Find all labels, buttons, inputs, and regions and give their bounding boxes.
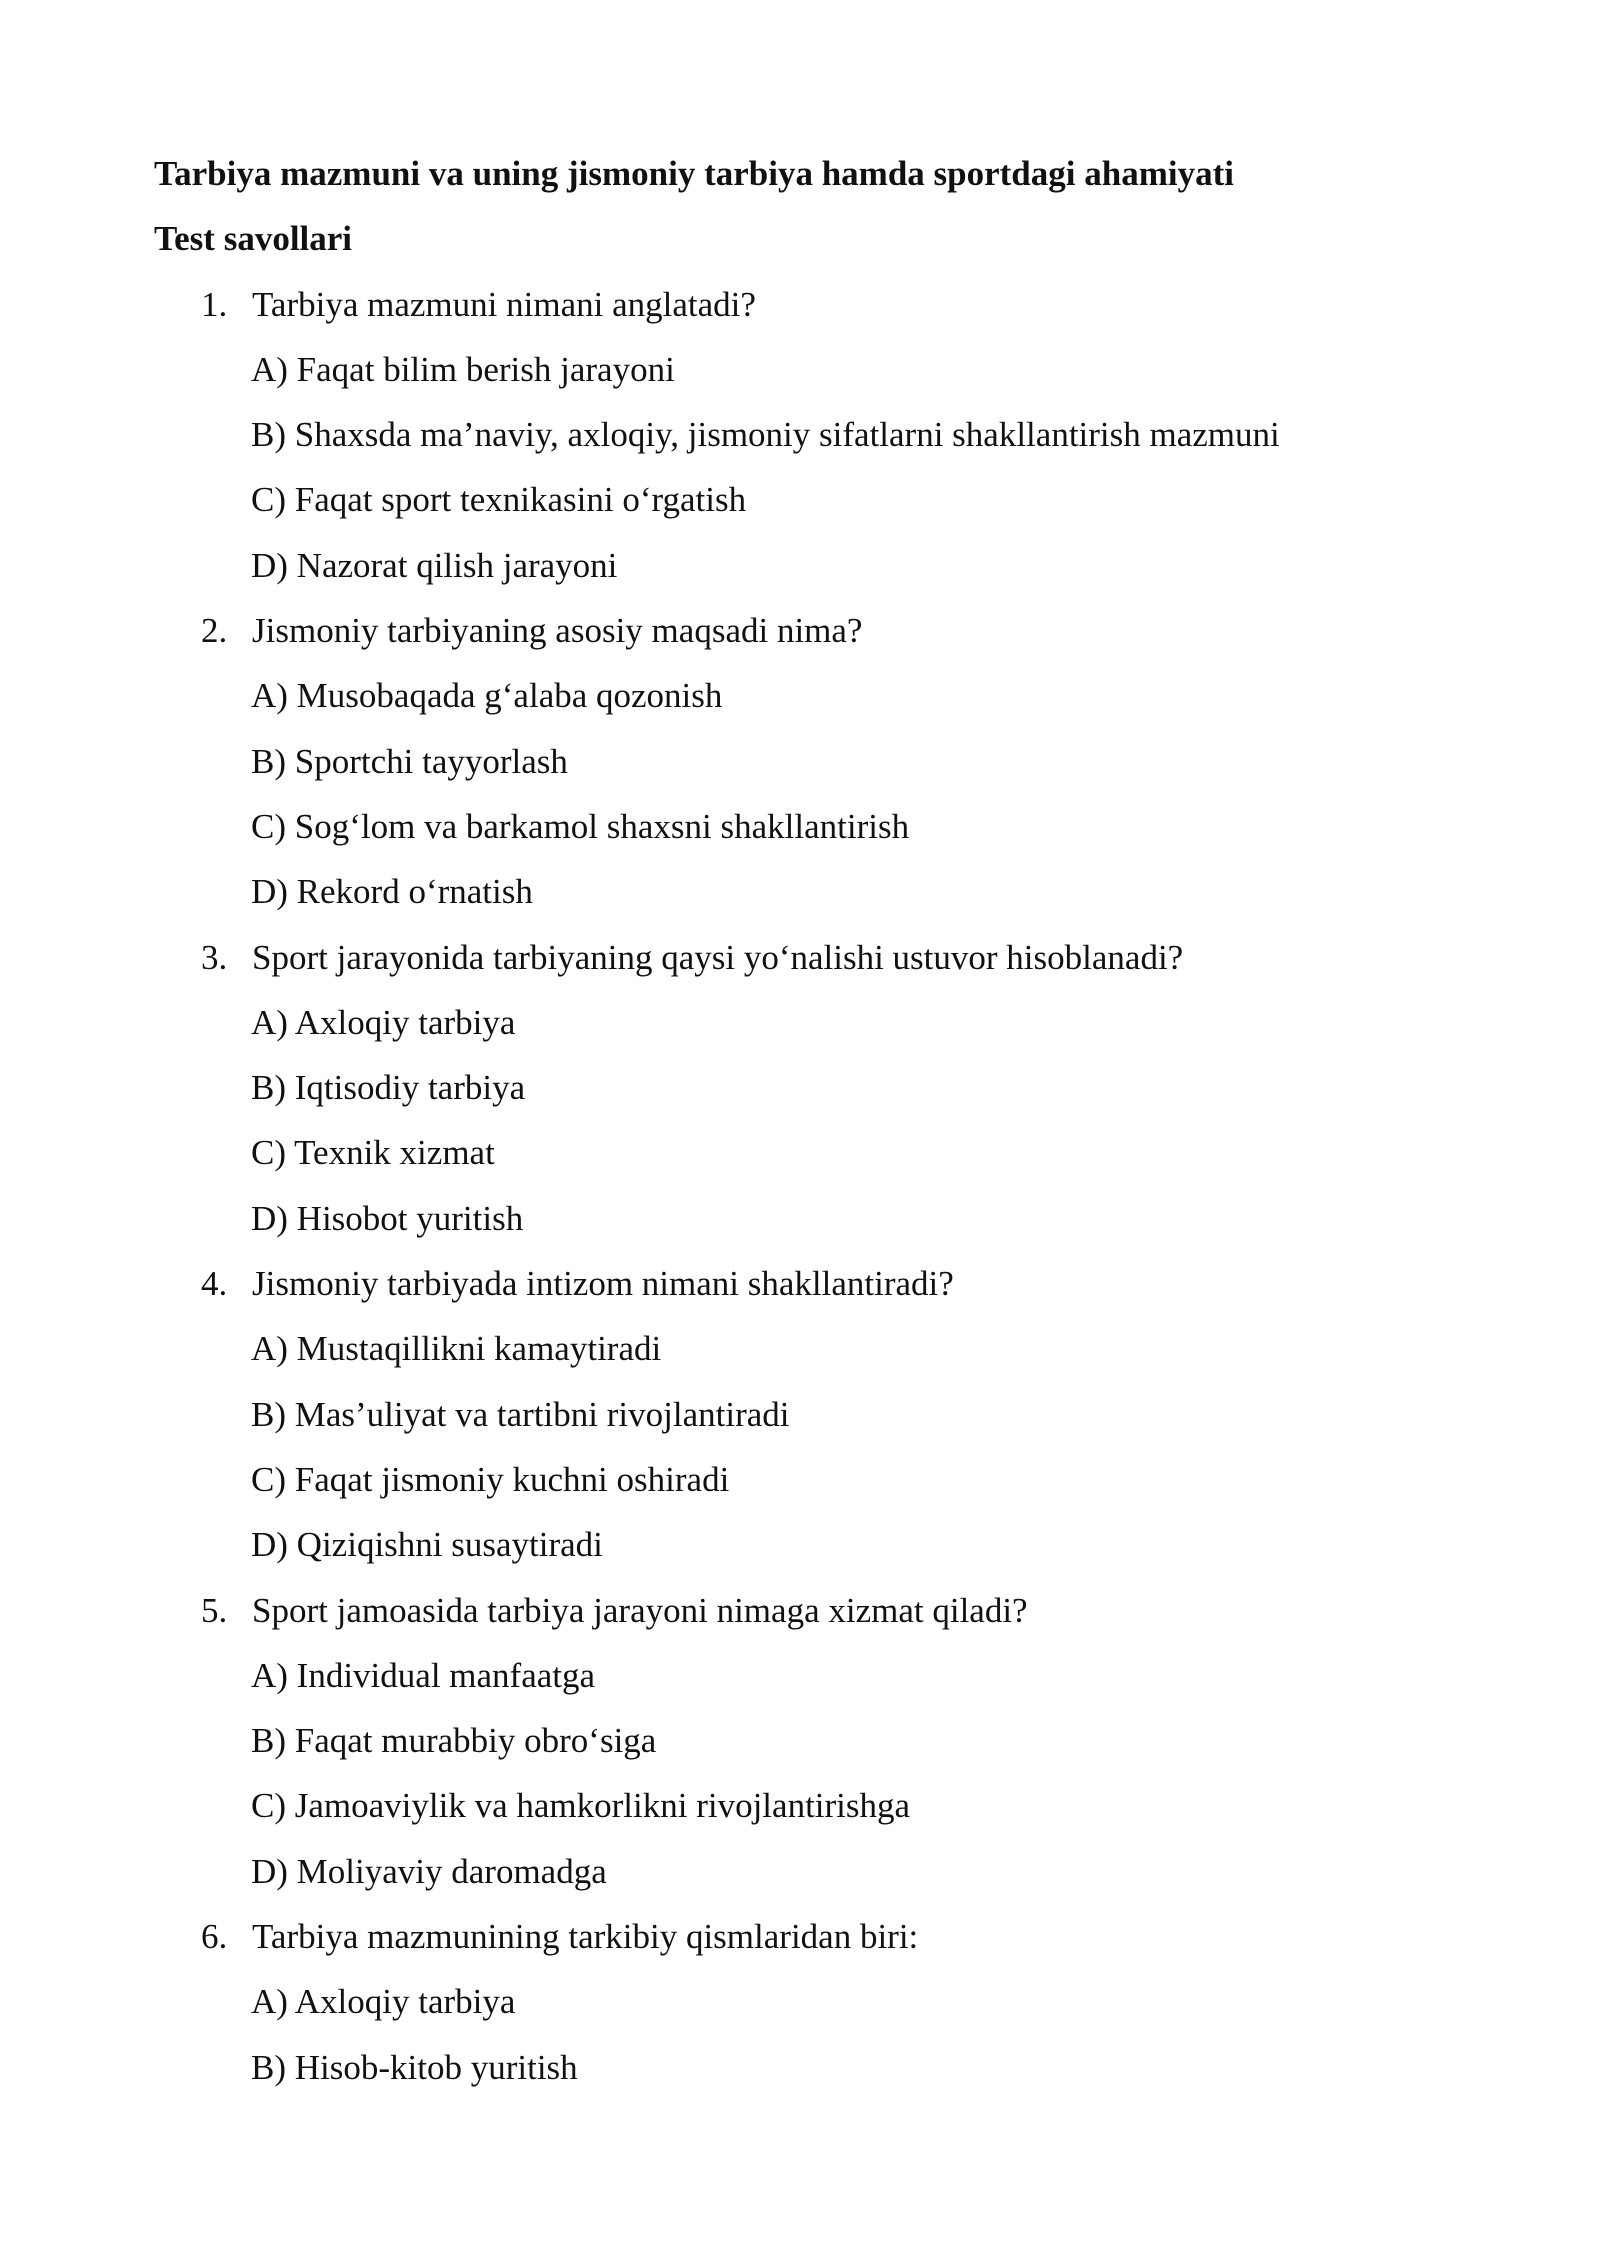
answer-option: B) Mas’uliyat va tartibni rivojlantiradi [251, 1394, 790, 1434]
question-list [154, 279, 1454, 2107]
question-number: 4. [201, 1264, 228, 1304]
question-number: 6. [201, 1917, 228, 1957]
answer-option: A) Mustaqillikni kamaytiradi [251, 1329, 662, 1369]
answer-option: A) Faqat bilim berish jarayoni [251, 349, 675, 389]
answer-option: D) Hisobot yuritish [251, 1198, 524, 1238]
question-number: 2. [201, 611, 228, 651]
question-number: 3. [201, 937, 228, 977]
question-number-wrap [154, 932, 252, 997]
answer-option: D) Qiziqishni susaytiradi [251, 1525, 603, 1565]
question-number-wrap [154, 1258, 252, 1323]
document-content [154, 148, 1454, 2107]
answer-option: D) Rekord o‘rnatish [251, 872, 533, 912]
answer-option: C) Texnik xizmat [251, 1133, 495, 1173]
answer-option: A) Musobaqada g‘alaba qozonish [251, 676, 723, 716]
question-number-wrap [154, 1585, 252, 1650]
answer-option: B) Shaxsda ma’naviy, axloqiy, jismoniy sifatlarni shakllantirish mazmuni [251, 415, 1280, 455]
answer-option: A) Axloqiy tarbiya [251, 1982, 516, 2022]
question-text: Tarbiya mazmunining tarkibiy qismlaridan biri: [252, 1917, 919, 1957]
question-text: Sport jamoasida tarbiya jarayoni nimaga xizmat qiladi? [252, 1590, 1028, 1630]
question-5 [154, 1585, 1454, 1650]
answer-option: D) Moliyaviy daromadga [251, 1851, 607, 1891]
answer-option: C) Sog‘lom va barkamol shaxsni shakllantirish [251, 806, 910, 846]
question-number-wrap [154, 1911, 252, 1976]
document-title: Tarbiya mazmuni va uning jismoniy tarbiya hamda sportdagi ahamiyati [154, 154, 1234, 193]
question-2 [154, 605, 1454, 670]
question-text: Jismoniy tarbiyaning asosiy maqsadi nima? [252, 611, 863, 651]
question-6 [154, 1911, 1454, 1976]
question-text: Tarbiya mazmuni nimani anglatadi? [252, 284, 756, 324]
question-text: Sport jarayonida tarbiyaning qaysi yo‘nalishi ustuvor hisoblanadi? [252, 937, 1184, 977]
answer-option: A) Axloqiy tarbiya [251, 1002, 516, 1042]
answer-option: C) Jamoaviylik va hamkorlikni rivojlantirishga [251, 1786, 911, 1826]
answer-option: B) Sportchi tayyorlash [251, 741, 568, 781]
answer-option: C) Faqat jismoniy kuchni oshiradi [251, 1459, 730, 1499]
question-number: 1. [201, 284, 228, 324]
question-4 [154, 1258, 1454, 1323]
answer-option: C) Faqat sport texnikasini o‘rgatish [251, 480, 747, 520]
question-1 [154, 279, 1454, 344]
answer-option: B) Iqtisodiy tarbiya [251, 1068, 526, 1108]
document-subtitle: Test savollari [154, 219, 353, 259]
question-number-wrap [154, 279, 252, 344]
answer-option: D) Nazorat qilish jarayoni [251, 545, 618, 585]
question-3 [154, 932, 1454, 997]
answer-option: B) Hisob-kitob yuritish [251, 2047, 578, 2087]
question-number: 5. [201, 1590, 228, 1630]
question-number-wrap [154, 605, 252, 670]
question-text: Jismoniy tarbiyada intizom nimani shakllantiradi? [252, 1264, 954, 1304]
answer-option: A) Individual manfaatga [251, 1655, 596, 1695]
answer-option: B) Faqat murabbiy obro‘siga [251, 1721, 657, 1761]
